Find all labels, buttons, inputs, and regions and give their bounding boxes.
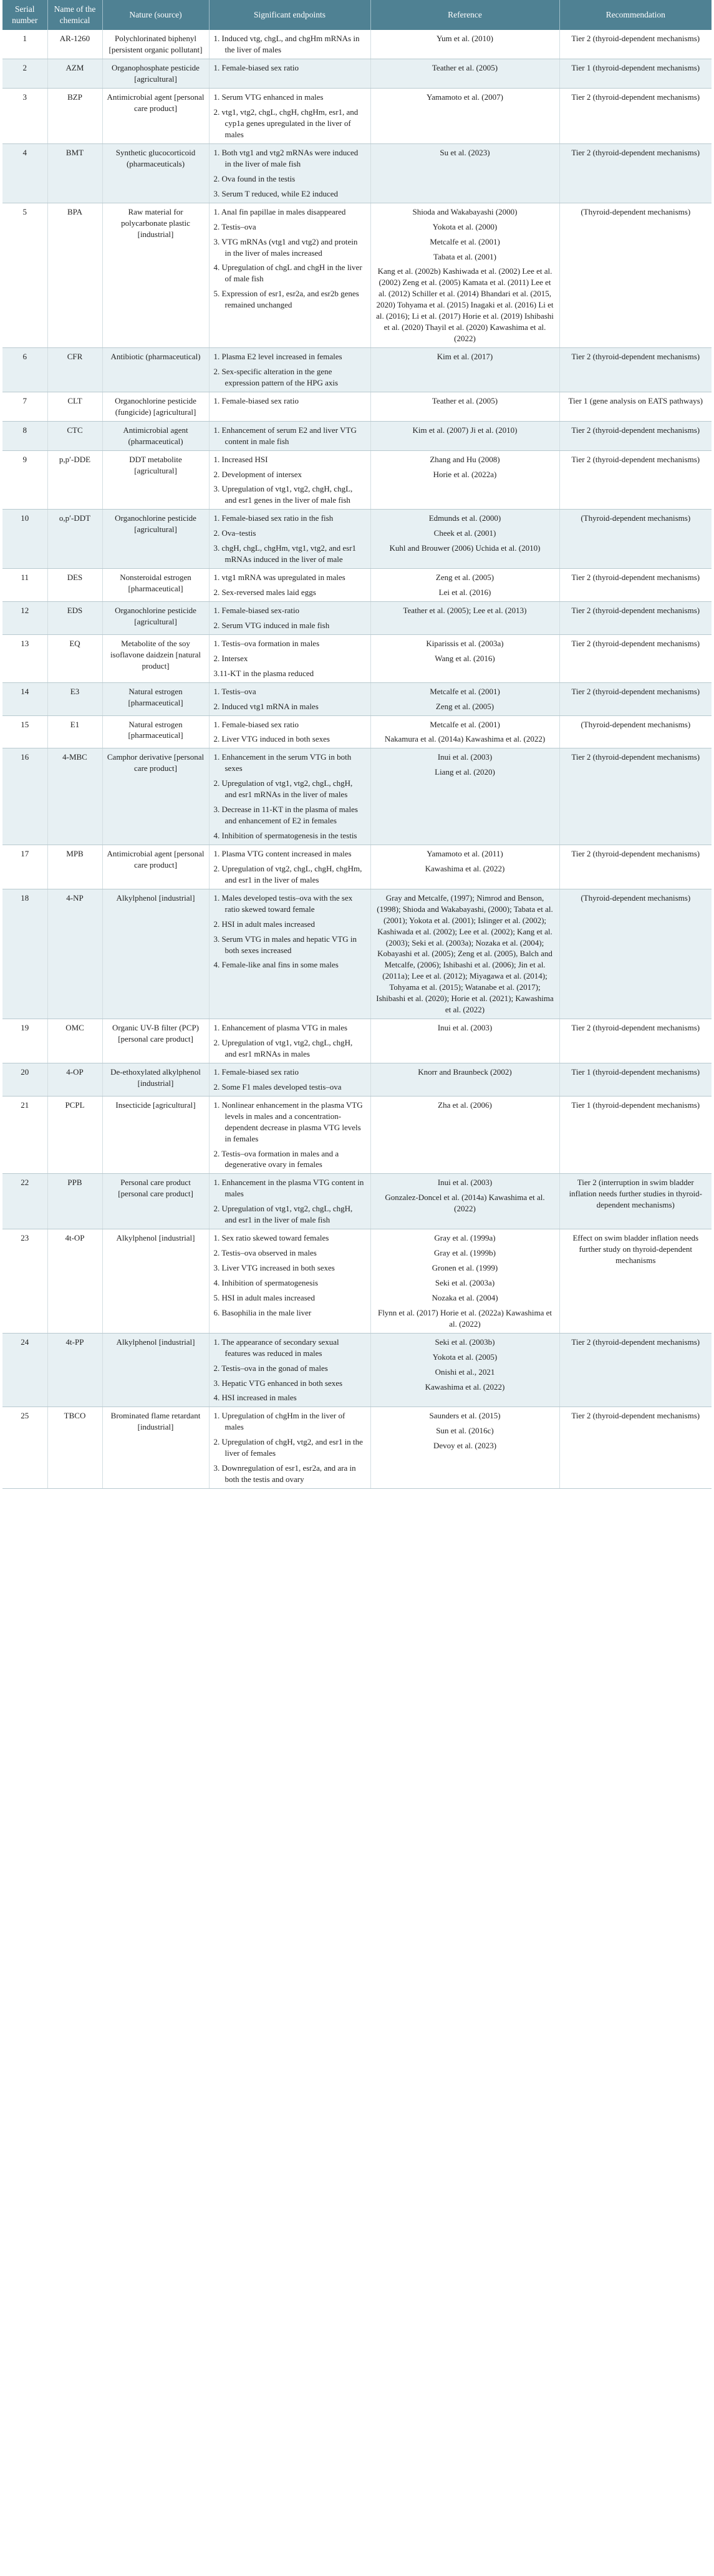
endpoint-item: 1. Enhancement in the plasma VTG content in males	[213, 1178, 364, 1199]
reference-cell	[370, 1063, 559, 1096]
reference-item: Gray et al. (1999b)	[434, 1248, 496, 1258]
endpoints-cell	[209, 601, 370, 634]
serial-cell: 20	[2, 1063, 47, 1096]
endpoint-item: 3. chgH, chgL, chgHm, vtg1, vtg2, and esr1 mRNAs induced in the liver of male	[213, 543, 357, 564]
serial-cell: 21	[2, 1096, 47, 1174]
table-row	[2, 889, 712, 1019]
recommendation-cell: Tier 2 (thyroid-dependent mechanisms)	[559, 748, 712, 845]
table-body	[2, 30, 712, 1488]
reference-cell	[370, 748, 559, 845]
chemical-name-cell: BPA	[47, 203, 102, 347]
chemical-name-cell: p,p′-DDE	[47, 450, 102, 510]
reference-item: Kim et al. (2007) Ji et al. (2010)	[412, 425, 518, 435]
reference-cell	[370, 682, 559, 715]
source-cell: Organophosphate pesticide [agricultural]	[102, 59, 209, 89]
table-row	[2, 30, 712, 59]
reference-item: Saunders et al. (2015)	[429, 1411, 501, 1421]
endpoint-item: 2. Sex-specific alteration in the gene expression pattern of the HPG axis	[213, 366, 339, 387]
serial-cell: 3	[2, 89, 47, 144]
chemical-name-cell: BMT	[47, 143, 102, 203]
endpoint-item: 2. Sex-reversed males laid eggs	[213, 588, 316, 597]
serial-cell: 12	[2, 601, 47, 634]
reference-cell	[370, 569, 559, 602]
reference-item: Yum et al. (2010)	[437, 34, 493, 44]
table-row	[2, 1063, 712, 1096]
chemical-name-cell: 4-MBC	[47, 748, 102, 845]
source-cell: Antimicrobial agent [personal care product]	[102, 845, 209, 889]
table-row	[2, 59, 712, 89]
recommendation-cell: Tier 1 (thyroid-dependent mechanisms)	[559, 59, 712, 89]
endpoint-item: 6. Basophilia in the male liver	[213, 1307, 312, 1317]
endpoint-item: 3. Hepatic VTG enhanced in both sexes	[213, 1378, 343, 1388]
reference-item: Metcalfe et al. (2001)	[430, 719, 500, 729]
reference-item: Teather et al. (2005); Lee et al. (2013)	[403, 605, 527, 615]
source-cell: Alkylphenol [industrial]	[102, 1229, 209, 1334]
reference-item: Devoy et al. (2023)	[433, 1441, 497, 1451]
header-reference: Reference	[370, 0, 559, 30]
endpoints-cell	[209, 1407, 370, 1489]
chemical-name-cell: E3	[47, 682, 102, 715]
recommendation-cell: Tier 2 (thyroid-dependent mechanisms)	[559, 450, 712, 510]
endpoints-cell	[209, 203, 370, 347]
reference-item: Gronen et al. (1999)	[432, 1263, 498, 1272]
serial-cell: 15	[2, 715, 47, 748]
endpoint-item: 1. Induced vtg, chgL, and chgHm mRNAs in the liver of males	[213, 34, 360, 55]
reference-cell	[370, 30, 559, 59]
endpoint-item: 2. Testis–ova formation in males and a degenerative ovary in females	[213, 1148, 339, 1169]
source-cell: DDT metabolite [agricultural]	[102, 450, 209, 510]
source-cell: Organochlorine pesticide (fungicide) [agricultural]	[102, 392, 209, 421]
endpoints-cell	[209, 510, 370, 569]
reference-item: Inui et al. (2003)	[437, 1023, 493, 1033]
endpoint-item: 2. Intersex	[213, 653, 248, 663]
reference-item: Gray and Metcalfe, (1997); Nimrod and Benson, (1998); Shioda and Wakabayashi, (2000); Tabata et al. (2001); Yokota et al. (2001); Islinger et al. (2002); Kashiwada et al. (2002); Lee et al. (2002); Kang et al. (2003); Seki et al. (2003a); Nozaka et al. (2004); Kobayashi et al. (2005); Zeng et al. (2005), Balch and Metcalfe, (2006); Ishibashi et al. (2006); Jin et al. (2011a); Lee et al. (2012); Miyagawa et al. (2014); Tohyama et al. (2015); Watanabe et al. (2017); Ishibashi et al. (2020); Horie et al. (2021); Kawashima et al. (2022)	[376, 893, 554, 1015]
header-serial: Serial number	[2, 0, 47, 30]
endpoints-cell	[209, 450, 370, 510]
reference-item: Su et al. (2023)	[440, 147, 490, 157]
serial-cell: 16	[2, 748, 47, 845]
source-cell: Antimicrobial agent (pharmaceutical)	[102, 421, 209, 450]
serial-cell: 25	[2, 1407, 47, 1489]
recommendation-cell: Tier 2 (thyroid-dependent mechanisms)	[559, 30, 712, 59]
serial-cell: 9	[2, 450, 47, 510]
endpoint-item: 2. Upregulation of vtg2, chgL, chgH, chgHm, and esr1 in the liver of males	[213, 863, 362, 884]
table-row	[2, 569, 712, 602]
chemical-name-cell: DES	[47, 569, 102, 602]
reference-item: Zeng et al. (2005)	[435, 573, 494, 583]
endpoint-item: 1. Males developed testis–ova with the sex ratio skewed toward female	[213, 893, 353, 914]
chemical-name-cell: AZM	[47, 59, 102, 89]
reference-item: Zeng et al. (2005)	[435, 701, 494, 711]
endpoints-cell	[209, 1174, 370, 1229]
reference-cell	[370, 634, 559, 682]
reference-item: Horie et al. (2022a)	[433, 469, 497, 479]
serial-cell: 14	[2, 682, 47, 715]
endpoints-cell	[209, 392, 370, 421]
endpoints-cell	[209, 1063, 370, 1096]
recommendation-cell: Tier 2 (thyroid-dependent mechanisms)	[559, 1019, 712, 1063]
chemical-name-cell: PPB	[47, 1174, 102, 1229]
reference-item: Seki et al. (2003b)	[435, 1337, 495, 1347]
endpoint-item: 3.11-KT in the plasma reduced	[213, 668, 314, 678]
source-cell: Insecticide [agricultural]	[102, 1096, 209, 1174]
reference-cell	[370, 1229, 559, 1334]
reference-item: Kim et al. (2017)	[437, 352, 493, 361]
endpoint-item: 2. Serum VTG induced in male fish	[213, 620, 330, 630]
endpoint-item: 2. Upregulation of vtg1, vtg2, chgL, chgH, and esr1 in the liver of male fish	[213, 1204, 353, 1225]
reference-item: Seki et al. (2003a)	[435, 1277, 495, 1287]
table-row	[2, 601, 712, 634]
endpoint-item: 3. Serum VTG in males and hepatic VTG in both sexes increased	[213, 934, 357, 955]
endpoint-item: 1. Female-biased sex ratio	[213, 63, 299, 73]
reference-item: Wang et al. (2016)	[435, 653, 495, 663]
source-cell: Nonsteroidal estrogen [pharmaceutical]	[102, 569, 209, 602]
chemical-name-cell: AR-1260	[47, 30, 102, 59]
recommendation-cell: Tier 2 (thyroid-dependent mechanisms)	[559, 1333, 712, 1407]
reference-item: Gray et al. (1999a)	[434, 1233, 496, 1243]
reference-item: Flynn et al. (2017) Horie et al. (2022a) Kawashima et al. (2022)	[377, 1307, 552, 1329]
endpoint-item: 1. Female-biased sex ratio	[213, 1067, 299, 1077]
chemical-name-cell: EDS	[47, 601, 102, 634]
table-row	[2, 1174, 712, 1229]
chemical-name-cell: CFR	[47, 348, 102, 392]
endpoint-item: 1. Both vtg1 and vtg2 mRNAs were induced in the liver of male fish	[213, 147, 359, 168]
header-name: Name of the chemical	[47, 0, 102, 30]
endpoint-item: 1. Female-biased sex ratio in the fish	[213, 513, 334, 523]
endpoint-item: 1. Nonlinear enhancement in the plasma VTG levels in males and a concentration-dependent decrease in plasma VTG levels in females	[213, 1100, 363, 1143]
endpoint-item: 5. HSI in adult males increased	[213, 1292, 315, 1302]
source-cell: Antimicrobial agent [personal care product]	[102, 89, 209, 144]
table-row	[2, 1407, 712, 1489]
endpoint-item: 2. Testis–ova observed in males	[213, 1248, 317, 1258]
endpoint-item: 3. Liver VTG increased in both sexes	[213, 1263, 335, 1272]
table-row	[2, 421, 712, 450]
serial-cell: 1	[2, 30, 47, 59]
endpoint-item: 1. Serum VTG enhanced in males	[213, 92, 324, 102]
source-cell: Synthetic glucocorticoid (pharmaceuticals)	[102, 143, 209, 203]
reference-cell	[370, 601, 559, 634]
serial-cell: 13	[2, 634, 47, 682]
serial-cell: 10	[2, 510, 47, 569]
endpoint-item: 2. Testis–ova	[213, 221, 256, 231]
reference-cell	[370, 510, 559, 569]
recommendation-cell: Tier 2 (interruption in swim bladder inflation needs further studies in thyroid-dependent mechanisms)	[559, 1174, 712, 1229]
endpoints-cell	[209, 1019, 370, 1063]
endpoints-cell	[209, 682, 370, 715]
reference-cell	[370, 715, 559, 748]
reference-item: Teather et al. (2005)	[432, 63, 498, 73]
serial-cell: 23	[2, 1229, 47, 1334]
endpoint-item: 1. vtg1 mRNA was upregulated in males	[213, 573, 345, 583]
source-cell: Raw material for polycarbonate plastic [industrial]	[102, 203, 209, 347]
endpoint-item: 2. Induced vtg1 mRNA in males	[213, 701, 319, 711]
table-row	[2, 203, 712, 347]
reference-item: Sun et al. (2016c)	[436, 1426, 494, 1436]
serial-cell: 18	[2, 889, 47, 1019]
serial-cell: 24	[2, 1333, 47, 1407]
endpoints-cell	[209, 143, 370, 203]
endpoint-item: 1. Plasma VTG content increased in males	[213, 848, 352, 858]
endpoint-item: 2. vtg1, vtg2, chgL, chgH, chgHm, esr1, and cyp1a genes upregulated in the liver of males	[213, 107, 359, 139]
endpoints-cell	[209, 748, 370, 845]
endpoint-item: 2. Upregulation of vtg1, vtg2, chgL, chgH, and esr1 mRNAs in the liver of males	[213, 778, 353, 800]
reference-item: Cheek et al. (2001)	[433, 528, 496, 538]
endpoint-item: 4. Inhibition of spermatogenesis	[213, 1277, 319, 1287]
recommendation-cell: Tier 2 (thyroid-dependent mechanisms)	[559, 1407, 712, 1489]
reference-item: Edmunds et al. (2000)	[428, 513, 501, 523]
table-row	[2, 1019, 712, 1063]
reference-cell	[370, 392, 559, 421]
source-cell: Natural estrogen [pharmaceutical]	[102, 715, 209, 748]
table-row	[2, 634, 712, 682]
endpoint-item: 2. Upregulation of vtg1, vtg2, chgL, chgH, and esr1 mRNAs in males	[213, 1038, 353, 1058]
source-cell: De-ethoxylated alkylphenol [industrial]	[102, 1063, 209, 1096]
endpoint-item: 5. Expression of esr1, esr2a, and esr2b genes remained unchanged	[213, 289, 359, 310]
endpoint-item: 1. Enhancement in the serum VTG in both sexes	[213, 752, 352, 773]
recommendation-cell: Tier 2 (thyroid-dependent mechanisms)	[559, 601, 712, 634]
recommendation-cell: Tier 2 (thyroid-dependent mechanisms)	[559, 348, 712, 392]
reference-item: Yamamoto et al. (2007)	[427, 92, 503, 102]
source-cell: Brominated flame retardant [industrial]	[102, 1407, 209, 1489]
endpoints-cell	[209, 889, 370, 1019]
chemical-name-cell: 4-NP	[47, 889, 102, 1019]
endpoint-item: 1. Female-biased sex ratio	[213, 719, 299, 729]
chemical-name-cell: CLT	[47, 392, 102, 421]
endpoint-item: 1. The appearance of secondary sexual features was reduced in males	[213, 1337, 339, 1358]
reference-item: Kuhl and Brouwer (2006) Uchida et al. (2010)	[389, 543, 541, 553]
endpoint-item: 2. Upregulation of chgH, vtg2, and esr1 in the liver of females	[213, 1437, 363, 1458]
reference-item: Tabata et al. (2001)	[433, 251, 496, 261]
endpoints-cell	[209, 1096, 370, 1174]
source-cell: Organochlorine pesticide [agricultural]	[102, 510, 209, 569]
reference-cell	[370, 1096, 559, 1174]
reference-item: Inui et al. (2003)	[437, 752, 493, 762]
recommendation-cell: (Thyroid-dependent mechanisms)	[559, 889, 712, 1019]
chemical-name-cell: MPB	[47, 845, 102, 889]
chemical-name-cell: CTC	[47, 421, 102, 450]
endpoint-item: 2. Ova–testis	[213, 528, 256, 538]
recommendation-cell: (Thyroid-dependent mechanisms)	[559, 715, 712, 748]
endpoint-item: 2. HSI in adult males increased	[213, 919, 315, 929]
source-cell: Antibiotic (pharmaceutical)	[102, 348, 209, 392]
endpoints-cell	[209, 89, 370, 144]
serial-cell: 6	[2, 348, 47, 392]
chemical-name-cell: o,p′-DDT	[47, 510, 102, 569]
serial-cell: 22	[2, 1174, 47, 1229]
table-row	[2, 682, 712, 715]
endpoint-item: 1. Enhancement of plasma VTG in males	[213, 1023, 348, 1033]
reference-cell	[370, 889, 559, 1019]
serial-cell: 2	[2, 59, 47, 89]
reference-cell	[370, 1407, 559, 1489]
reference-cell	[370, 143, 559, 203]
endpoint-item: 4. Female-like anal fins in some males	[213, 960, 339, 970]
source-cell: Organochlorine pesticide [agricultural]	[102, 601, 209, 634]
endpoint-item: 1. Female-biased sex-ratio	[213, 605, 300, 615]
chemical-name-cell: PCPL	[47, 1096, 102, 1174]
source-cell: Alkylphenol [industrial]	[102, 889, 209, 1019]
reference-item: Kawashima et al. (2022)	[425, 1382, 505, 1392]
table-row	[2, 89, 712, 144]
reference-cell	[370, 59, 559, 89]
reference-item: Lei et al. (2016)	[438, 588, 491, 597]
source-cell: Organic UV-B filter (PCP) [personal care product]	[102, 1019, 209, 1063]
reference-item: Kiparissis et al. (2003a)	[426, 638, 504, 648]
endpoint-item: 1. Testis–ova	[213, 686, 256, 696]
reference-cell	[370, 89, 559, 144]
endpoint-item: 1. Increased HSI	[213, 454, 268, 464]
reference-cell	[370, 203, 559, 347]
endpoint-item: 2. Some F1 males developed testis–ova	[213, 1082, 342, 1092]
endpoint-item: 2. Ova found in the testis	[213, 173, 296, 183]
source-cell: Personal care product [personal care product]	[102, 1174, 209, 1229]
chemical-name-cell: TBCO	[47, 1407, 102, 1489]
table-row	[2, 748, 712, 845]
table-row	[2, 392, 712, 421]
reference-item: Nozaka et al. (2004)	[432, 1292, 498, 1302]
endpoint-item: 3. VTG mRNAs (vtg1 and vtg2) and protein in the liver of males increased	[213, 236, 358, 258]
endpoint-item: 4. Inhibition of spermatogenesis in the testis	[213, 831, 357, 840]
recommendation-cell: Tier 1 (gene analysis on EATS pathways)	[559, 392, 712, 421]
source-cell: Polychlorinated biphenyl [persistent organic pollutant]	[102, 30, 209, 59]
endpoint-item: 1. Testis–ova formation in males	[213, 638, 320, 648]
table-header	[2, 0, 712, 30]
reference-cell	[370, 1019, 559, 1063]
table-row	[2, 143, 712, 203]
serial-cell: 17	[2, 845, 47, 889]
recommendation-cell: Tier 2 (thyroid-dependent mechanisms)	[559, 634, 712, 682]
reference-item: Zha et al. (2006)	[438, 1100, 492, 1110]
reference-cell	[370, 450, 559, 510]
serial-cell: 4	[2, 143, 47, 203]
reference-item: Kawashima et al. (2022)	[425, 863, 505, 873]
reference-item: Kang et al. (2002b) Kashiwada et al. (2002) Lee et al. (2002) Zeng et al. (2005) Kamata et al. (2011) Lee et al. (2012) Schiller et al. (2014) Bhandari et al. (2015, 2020) Tohyama et al. (2015) Inagaki et al. (2016) Li et al. (2016); Li et al. (2017) Horie et al. (2019) Ishibashi et al. (2020) Thayil et al. (2020) Kawashima et al. (2022)	[376, 266, 554, 344]
table-row	[2, 1229, 712, 1334]
endpoints-cell	[209, 1229, 370, 1334]
endpoints-cell	[209, 348, 370, 392]
reference-item: Onishi et al., 2021	[435, 1367, 495, 1377]
recommendation-cell: Tier 2 (thyroid-dependent mechanisms)	[559, 421, 712, 450]
table-row	[2, 348, 712, 392]
header-recommendation: Recommendation	[559, 0, 712, 30]
endpoints-cell	[209, 569, 370, 602]
recommendation-cell: Tier 2 (thyroid-dependent mechanisms)	[559, 845, 712, 889]
source-cell: Natural estrogen [pharmaceutical]	[102, 682, 209, 715]
endpoint-item: 1. Upregulation of chgHm in the liver of males	[213, 1411, 345, 1432]
reference-item: Gonzalez-Doncel et al. (2014a) Kawashima et al. (2022)	[385, 1193, 545, 1214]
recommendation-cell: (Thyroid-dependent mechanisms)	[559, 510, 712, 569]
serial-cell: 7	[2, 392, 47, 421]
table-row	[2, 1096, 712, 1174]
table-row	[2, 715, 712, 748]
serial-cell: 11	[2, 569, 47, 602]
reference-item: Liang et al. (2020)	[435, 767, 495, 777]
endpoints-cell	[209, 30, 370, 59]
reference-cell	[370, 1333, 559, 1407]
reference-item: Inui et al. (2003)	[437, 1178, 493, 1188]
serial-cell: 19	[2, 1019, 47, 1063]
endpoint-item: 1. Enhancement of serum E2 and liver VTG content in male fish	[213, 425, 357, 446]
recommendation-cell: Effect on swim bladder inflation needs further study on thyroid-dependent mechanisms	[559, 1229, 712, 1334]
reference-cell	[370, 348, 559, 392]
reference-item: Nakamura et al. (2014a) Kawashima et al. (2022)	[384, 734, 546, 744]
table-row	[2, 1333, 712, 1407]
serial-cell: 5	[2, 203, 47, 347]
source-cell: Metabolite of the soy isoflavone daidzein [natural product]	[102, 634, 209, 682]
endpoint-item: 3. Upregulation of vtg1, vtg2, chgH, chgL, and esr1 genes in the liver of male fish	[213, 484, 353, 505]
table-row	[2, 450, 712, 510]
endpoint-item: 4. Upregulation of chgL and chgH in the liver of male fish	[213, 263, 362, 284]
table-row	[2, 510, 712, 569]
recommendation-cell: Tier 1 (thyroid-dependent mechanisms)	[559, 1063, 712, 1096]
chemical-name-cell: EQ	[47, 634, 102, 682]
chemical-name-cell: E1	[47, 715, 102, 748]
chemical-name-cell: 4t-PP	[47, 1333, 102, 1407]
reference-item: Shioda and Wakabayashi (2000)	[412, 206, 518, 216]
reference-cell	[370, 1174, 559, 1229]
endpoints-cell	[209, 59, 370, 89]
endpoints-cell	[209, 845, 370, 889]
source-cell: Camphor derivative [personal care product]	[102, 748, 209, 845]
reference-cell	[370, 421, 559, 450]
endpoint-item: 3. Serum T reduced, while E2 induced	[213, 188, 339, 198]
header-endpoints: Significant endpoints	[209, 0, 370, 30]
header-source: Nature (source)	[102, 0, 209, 30]
recommendation-cell: Tier 2 (thyroid-dependent mechanisms)	[559, 89, 712, 144]
source-cell: Alkylphenol [industrial]	[102, 1333, 209, 1407]
chemical-name-cell: 4t-OP	[47, 1229, 102, 1334]
endpoint-item: 1. Plasma E2 level increased in females	[213, 352, 342, 361]
endpoint-item: 2. Testis–ova in the gonad of males	[213, 1363, 328, 1373]
endpoints-cell	[209, 634, 370, 682]
endpoint-item: 2. Development of intersex	[213, 469, 302, 479]
table-row	[2, 845, 712, 889]
reference-cell	[370, 845, 559, 889]
endpoints-cell	[209, 715, 370, 748]
reference-item: Teather et al. (2005)	[432, 395, 498, 405]
recommendation-cell: Tier 2 (thyroid-dependent mechanisms)	[559, 682, 712, 715]
endpoint-item: 1. Sex ratio skewed toward females	[213, 1233, 329, 1243]
reference-item: Metcalfe et al. (2001)	[430, 236, 500, 246]
chemical-name-cell: OMC	[47, 1019, 102, 1063]
chemical-name-cell: 4-OP	[47, 1063, 102, 1096]
recommendation-cell: (Thyroid-dependent mechanisms)	[559, 203, 712, 347]
chemical-name-cell: BZP	[47, 89, 102, 144]
endpoint-item: 1. Anal fin papillae in males disappeared	[213, 206, 346, 216]
reference-item: Zhang and Hu (2008)	[430, 454, 500, 464]
endpoint-item: 2. Liver VTG induced in both sexes	[213, 734, 330, 744]
recommendation-cell: Tier 2 (thyroid-dependent mechanisms)	[559, 569, 712, 602]
reference-item: Knorr and Braunbeck (2002)	[418, 1067, 512, 1077]
chemicals-table	[2, 0, 712, 1489]
reference-item: Yamamoto et al. (2011)	[427, 848, 503, 858]
endpoints-cell	[209, 1333, 370, 1407]
endpoint-item: 1. Female-biased sex ratio	[213, 395, 299, 405]
serial-cell: 8	[2, 421, 47, 450]
reference-item: Metcalfe et al. (2001)	[430, 686, 500, 696]
endpoints-cell	[209, 421, 370, 450]
recommendation-cell: Tier 1 (thyroid-dependent mechanisms)	[559, 1096, 712, 1174]
endpoint-item: 4. HSI increased in males	[213, 1393, 297, 1403]
reference-item: Yokota et al. (2000)	[432, 221, 498, 231]
endpoint-item: 3. Decrease in 11-KT in the plasma of males and enhancement of E2 in females	[213, 805, 358, 826]
endpoint-item: 3. Downregulation of esr1, esr2a, and ara in both the testis and ovary	[213, 1463, 356, 1484]
recommendation-cell: Tier 2 (thyroid-dependent mechanisms)	[559, 143, 712, 203]
reference-item: Yokota et al. (2005)	[432, 1352, 498, 1362]
